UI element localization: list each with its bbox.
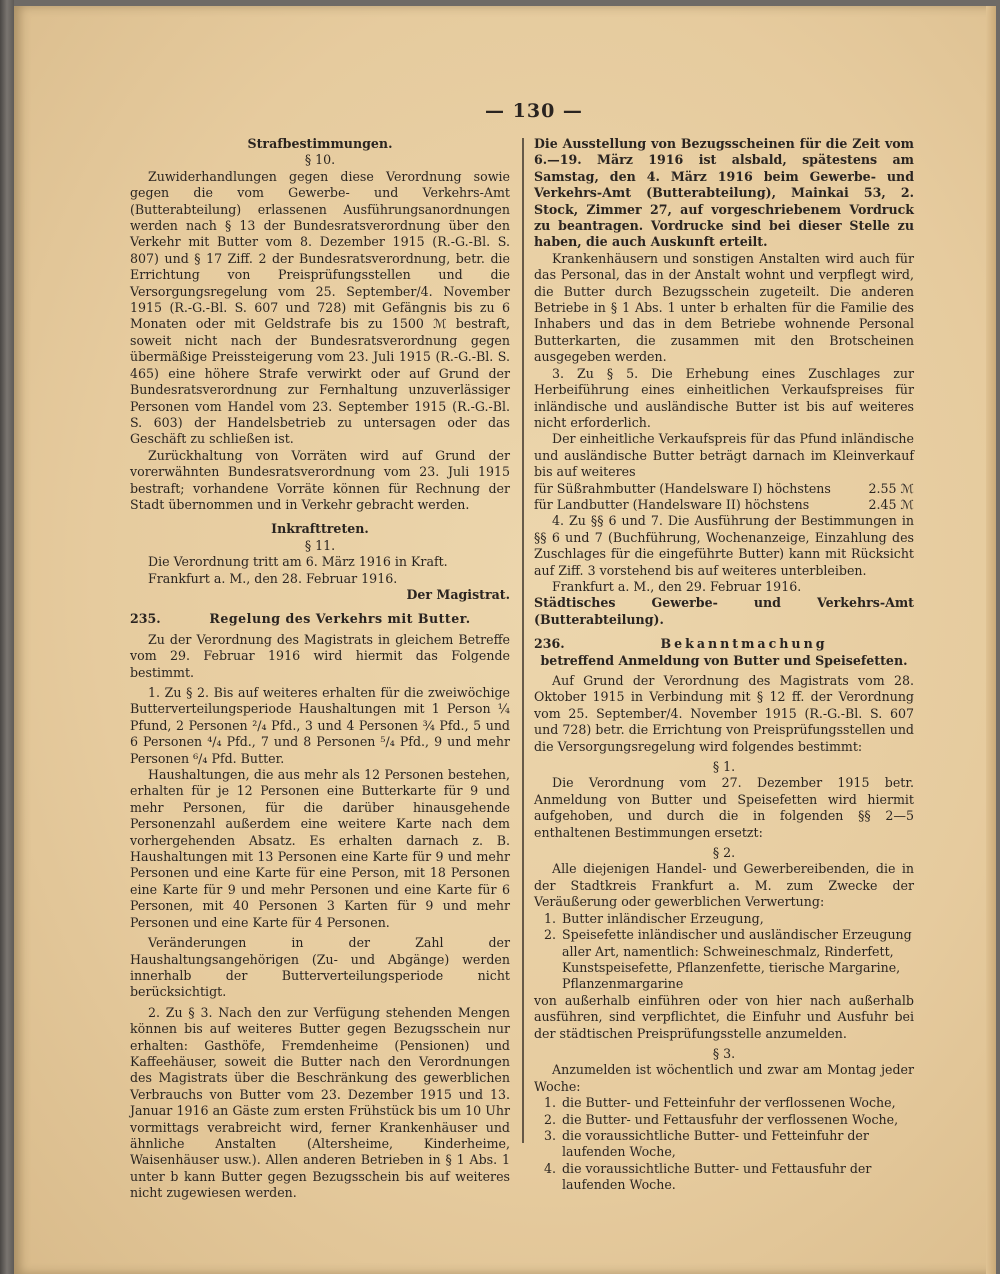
entry-236-subtitle: betreffend Anmeldung von Butter und Speisefetten. — [540, 652, 908, 668]
paragraph-10: Zuwiderhandlungen gegen diese Verordnung sowie gegen die vom Gewerbe- und Verkehrs-Amt (Butterabteilung) erlassenen Ausführungsanordnungen werden nach § 13 der Bundesratsverordnung über den Verkehr mit Butter vom 8. Dezember 1915 (R.-G.-Bl. S. 807) und § 17 Ziff. 2 der Bundesratsverordnung, betr. die Errichtung von Preisprüfungsstellen und die Versorgungsregelung vom 25. September/4. November 1915 (R.-G.-Bl. S. 607 und 728) mit Gefängnis bis zu 6 Monaten oder mit Geldstrafe bis zu 1500 ℳ bestraft, soweit nicht nach der Bundesratsverordnung gegen übermäßige Preissteigerung vom 23. Juli 1915 (R.-G.-Bl. S. 465) eine höhere Strafe verwirkt oder auf Grund der Bundesratsverordnung zur Fernhaltung unzuverlässiger Personen vom Handel vom 23. September 1915 (R.-G.-Bl. S. 603) der Handelsbetrieb zu untersagen oder das Geschäft zu schließen ist. — [130, 168, 510, 447]
page-number: — 130 — — [485, 100, 583, 122]
entry-235-item-1: 1. Zu § 2. Bis auf weiteres erhalten für die zweiwöchige Butterverteilungsperiode Haushaltungen mit 1 Person ¼ Pfund, 2 Personen ²/₄ Pfd., 3 und 4 Personen ¾ Pfd., 5 und 6 Personen ⁴/₄ Pfd., 7 und 8 Personen ⁵/₄ Pfd., 9 und mehr Personen ⁶/₄ Pfd. Butter. — [130, 685, 510, 766]
price-row-suessrahmbutter — [534, 481, 914, 497]
entry-235-title: Regelung des Verkehrs mit Butter. — [209, 611, 471, 627]
entry-236-number: 236. — [534, 636, 565, 652]
section-3: § 3. — [712, 1045, 736, 1061]
entry-236-header — [534, 636, 914, 652]
price-row-landbutter — [534, 497, 914, 513]
section-2-list — [534, 911, 914, 993]
document-page — [14, 6, 996, 1274]
entry-235-item-1b: Haushaltungen, die aus mehr als 12 Personen bestehen, erhalten für je 12 Personen eine Butterkarte für 9 und mehr Personen, für die darüber hinausgehende Personenzahl außerdem eine weitere Karte nach dem vorhergehenden Absatz. Es erhalten darnach z. B. Haushaltungen mit 13 Personen eine Karte für 9 und mehr Personen und eine Karte für eine Person, mit 18 Personen eine Karte für 9 und mehr Personen und eine Karte für 6 Personen, mit 40 Personen 3 Karten für 9 und mehr Personen und eine Karte für 4 Personen. — [130, 767, 510, 930]
right-column — [534, 136, 914, 1194]
paragraph-item-4: 4. Zu §§ 6 und 7. Die Ausführung der Bestimmungen in §§ 6 und 7 (Buchführung, Wochenanzeige, Einzahlung des Zuschlages für die eingeführte Butter) kann mit Rücksicht auf Ziff. 3 vorstehend bis auf weiteres unterbleiben. — [534, 513, 914, 578]
section-11: § 11. — [304, 537, 336, 553]
heading-inkrafttreten: Inkrafttreten. — [271, 521, 369, 537]
entry-235-header — [130, 611, 510, 627]
entry-235-item-1c: Veränderungen in der Zahl der Haushaltungsangehörigen (Zu- und Abgänge) werden innerhalb der Butterverteilungsperiode nicht berücksichtigt. — [130, 935, 510, 1000]
paragraph-10b: Zurückhaltung von Vorräten wird auf Grund der vorerwähnten Bundesratsverordnung vom 23. Juli 1915 bestraft; vorhandene Vorräte können für Rechnung der Stadt übernommen und in Verkehr gebracht werden. — [130, 447, 510, 512]
list-item: 1. Butter inländischer Erzeugung, — [544, 910, 764, 926]
paragraph-section-2b: von außerhalb einführen oder von hier nach außerhalb ausführen, sind verpflichtet, die Einfuhr und Ausfuhr bei der städtischen Preisprüfungsstelle anzumelden. — [534, 992, 914, 1041]
column-divider — [522, 138, 524, 1143]
left-column — [130, 136, 510, 1202]
entry-236-title: Bekanntmachung — [660, 636, 828, 652]
paragraph-section-3: Anzumelden ist wöchentlich und zwar am Montag jeder Woche: — [534, 1062, 914, 1094]
section-3-list — [534, 1095, 914, 1193]
paragraph-section-2: Alle diejenigen Handel- und Gewerbereibenden, die in der Stadtkreis Frankfurt a. M. zum Zwecke der Veräußerung oder gewerblichen Verwertung: — [534, 861, 914, 910]
paragraph-item-3: 3. Zu § 5. Die Erhebung eines Zuschlages zur Herbeiführung eines einheitlichen Verkaufspreises für inländische und ausländische Butter ist bis auf weiteres nicht erforderlich. — [534, 365, 914, 430]
price-label-1: für Süßrahmbutter (Handelsware I) höchstens — [534, 480, 831, 496]
section-10: § 10. — [304, 152, 336, 168]
list-item: 3. die voraussichtliche Butter- und Fetteinfuhr der laufenden Woche, — [544, 1127, 869, 1160]
signature-gewerbe-amt: Städtisches Gewerbe- und Verkehrs-Amt (Butterabteilung). — [534, 595, 914, 627]
paragraph-bezugsscheine: Die Ausstellung von Bezugsscheinen für die Zeit vom 6.—19. März 1916 ist alsbald, spätestens am Samstag, den 4. März 1916 beim Gewerbe- und Verkehrs-Amt (Butterabteilung), Mainkai 53, 2. Stock, Zimmer 27, auf vorgeschriebenem Vordruck zu beantragen. Vordrucke sind bei dieser Stelle zu haben, die auch Auskunft erteilt. — [534, 136, 914, 250]
right-place-date: Frankfurt a. M., den 29. Februar 1916. — [552, 578, 802, 594]
list-item: 4. die voraussichtliche Butter- und Fettausfuhr der laufenden Woche. — [544, 1160, 872, 1193]
place-date: Frankfurt a. M., den 28. Februar 1916. — [148, 570, 398, 586]
signature-magistrat: Der Magistrat. — [406, 586, 510, 602]
price-amount-1: 2.55 ℳ — [868, 480, 914, 496]
page-edge — [986, 6, 996, 1274]
list-item: 2. Speisefette inländischer und ausländischer Erzeugung aller Art, namentlich: Schweineschmalz, Rinderfett, Kunstspeisefette, Pflanzenfette, tierische Margarine, Pflanzenmargarine — [544, 927, 912, 992]
section-2: § 2. — [712, 845, 736, 861]
heading-strafbestimmungen: Strafbestimmungen. — [247, 136, 393, 151]
section-1: § 1. — [712, 759, 736, 775]
price-label-2: für Landbutter (Handelsware II) höchstens — [534, 496, 810, 512]
paragraph-krankenhaeuser: Krankenhäusern und sonstigen Anstalten wird auch für das Personal, das in der Anstalt wohnt und verpflegt wird, die Butter durch Bezugsschein zugeteilt. Die anderen Betriebe in § 1 Abs. 1 unter b erhalten für die Familie des Inhabers und das in dem Betriebe wohnende Personal Butterkarten, die zusammen mit den Brotscheinen ausgegeben werden. — [534, 250, 914, 365]
entry-235-number: 235. — [130, 611, 161, 627]
paragraph-verkaufspreis: Der einheitliche Verkaufspreis für das Pfund inländische und ausländische Butter beträgt darnach im Kleinverkauf bis auf weiteres — [534, 431, 914, 480]
entry-235-item-2: 2. Zu § 3. Nach den zur Verfügung stehenden Mengen können bis auf weiteres Butter gegen Bezugsschein nur erhalten: Gasthöfe, Fremdenheime (Pensionen) und Kaffeehäuser, soweit die Butter nach den Verordnungen des Magistrats über die Beschränkung des gewerblichen Verbrauchs von Butter vom 23. Dezember 1915 und 13. Januar 1916 an Gäste zum ersten Frühstück bis um 10 Uhr vormittags verabreicht wird, ferner Krankenhäuser und ähnliche Anstalten (Altersheime, Kinderheime, Waisenhäuser usw.). Allen anderen Betrieben in § 1 Abs. 1 unter b kann Butter gegen Bezugsschein bis auf weiteres nicht zugewiesen werden. — [130, 1004, 510, 1201]
entry-236-intro: Auf Grund der Verordnung des Magistrats vom 28. Oktober 1915 in Verbindung mit § 12 ff. der Verordnung vom 25. September/4. November 1915 (R.-G.-Bl. S. 607 und 728) betr. die Errichtung von Preisprüfungsstellen und die Versorgungsregelung wird folgendes bestimmt: — [534, 673, 914, 754]
list-item: 1. die Butter- und Fetteinfuhr der verflossenen Woche, — [544, 1095, 896, 1111]
entry-235-intro: Zu der Verordnung des Magistrats in gleichem Betreffe vom 29. Februar 1916 wird hiermit das Folgende bestimmt. — [130, 631, 510, 680]
list-item: 2. die Butter- und Fettausfuhr der verflossenen Woche, — [544, 1111, 899, 1127]
paragraph-section-1: Die Verordnung vom 27. Dezember 1915 betr. Anmeldung von Butter und Speisefetten wird hiermit aufgehoben, und durch die in folgenden §§ 2—5 enthaltenen Bestimmungen ersetzt: — [534, 775, 914, 840]
price-amount-2: 2.45 ℳ — [868, 496, 914, 512]
book-spine — [0, 0, 14, 1274]
paragraph-11: Die Verordnung tritt am 6. März 1916 in Kraft. — [148, 554, 448, 570]
